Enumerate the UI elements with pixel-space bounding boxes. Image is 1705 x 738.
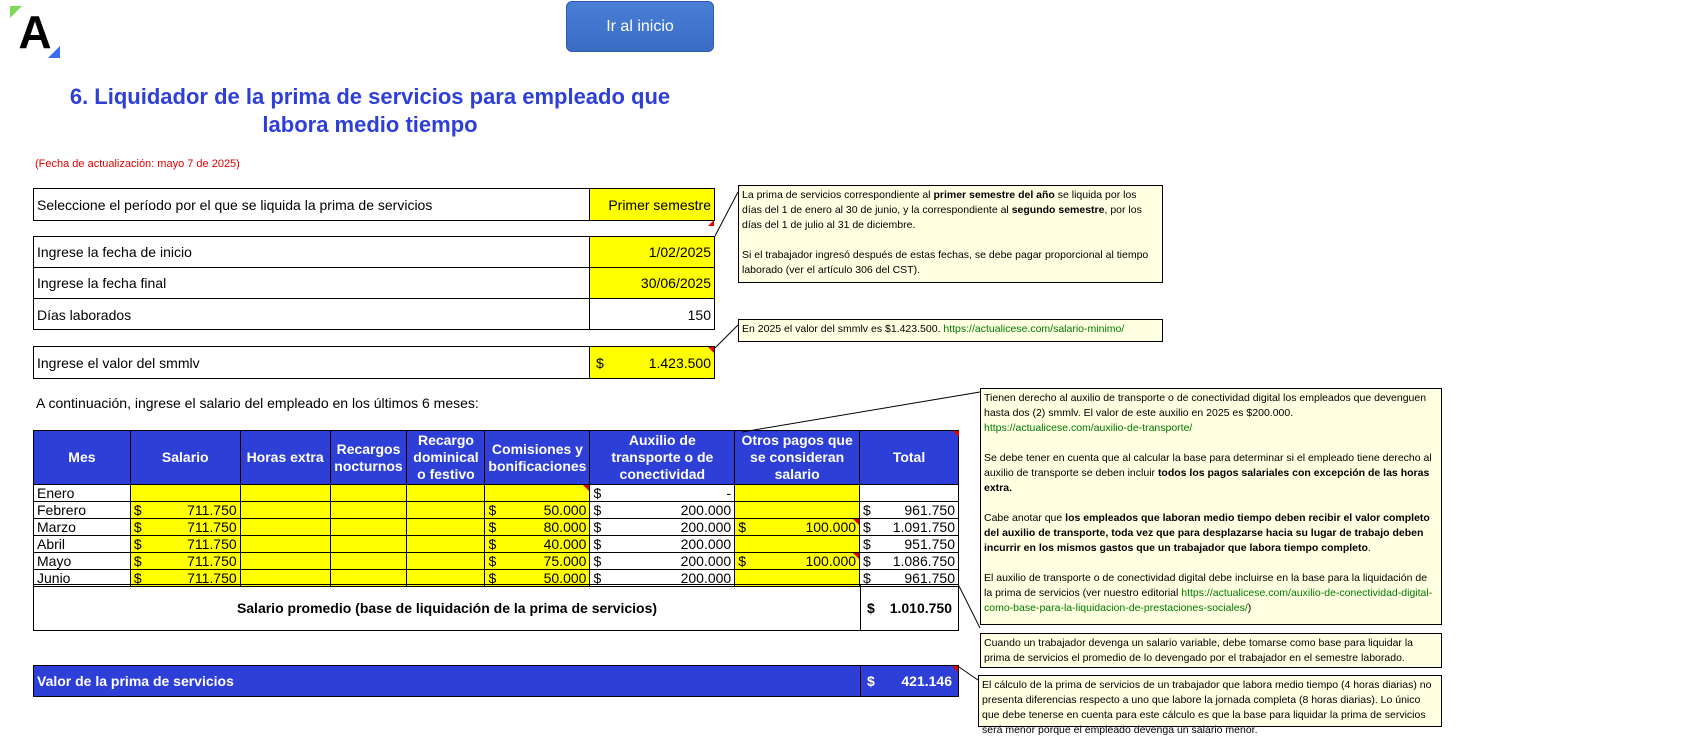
cell-horas[interactable]: [240, 553, 330, 570]
smmlv-value: 1.423.500: [648, 354, 711, 371]
currency-sign: $: [488, 535, 497, 552]
start-date-input[interactable]: 1/02/2025: [590, 237, 714, 267]
connector-line: [715, 192, 738, 236]
cell-amount: 50.000: [543, 569, 587, 586]
currency-sign: $: [133, 552, 142, 569]
end-date-input[interactable]: 30/06/2025: [590, 268, 714, 298]
cell-amount: 711.750: [187, 535, 237, 552]
comment-marker: [853, 553, 859, 559]
cell-noct[interactable]: [330, 553, 407, 570]
salary-table: [33, 430, 959, 587]
cell-noct[interactable]: [330, 536, 407, 553]
period-box: [33, 188, 715, 221]
cell-mes: Junio: [34, 570, 131, 587]
connector-line: [715, 325, 738, 348]
cell-salario[interactable]: [130, 553, 240, 570]
table-row: [34, 485, 959, 502]
prima-result-box: [33, 665, 959, 697]
cell-otros[interactable]: [735, 553, 860, 570]
update-date: (Fecha de actualización: mayo 7 de 2025): [35, 158, 240, 170]
currency-sign: $: [867, 599, 875, 616]
currency-sign: $: [133, 518, 142, 535]
cell-aux: [590, 485, 735, 502]
cell-amount: 200.000: [680, 552, 732, 569]
smmlv-box: [33, 346, 715, 379]
cell-noct[interactable]: [330, 502, 407, 519]
currency-sign: $: [593, 484, 602, 501]
cell-horas[interactable]: [240, 485, 330, 502]
cell-aux: [590, 536, 735, 553]
currency-sign: $: [593, 535, 602, 552]
cell-horas[interactable]: [240, 536, 330, 553]
currency-sign: $: [488, 518, 497, 535]
end-date-label: Ingrese la fecha final: [34, 268, 590, 298]
prima-amount: 421.146: [901, 673, 952, 689]
col-header-auxilio: [590, 431, 735, 485]
col-header-comisiones: Comisiones y bonificaciones: [485, 431, 590, 485]
cell-com[interactable]: [485, 553, 590, 570]
cell-amount: 951.750: [904, 535, 955, 552]
smmlv-link[interactable]: https://actualicese.com/salario-minimo/: [943, 323, 1125, 335]
cell-amount: 100.000: [805, 518, 857, 535]
auxilio-link[interactable]: https://actualicese.com/auxilio-de-transporte/: [984, 422, 1193, 434]
table-header-row: [34, 431, 959, 485]
cell-amount: 40.000: [543, 535, 587, 552]
table-row: [34, 536, 959, 553]
connector-line: [742, 392, 980, 432]
currency-sign: $: [488, 552, 497, 569]
cell-mes: Mayo: [34, 553, 131, 570]
currency-sign: $: [133, 569, 142, 586]
currency-sign: $: [596, 354, 604, 371]
col-header-auxilio-label: Auxilio de transporte o de conectividad: [611, 432, 714, 482]
col-header-total: Total: [860, 431, 959, 485]
table-row: [34, 519, 959, 536]
cell-otros[interactable]: [735, 536, 860, 553]
connector-line: [959, 667, 978, 680]
start-date-label: Ingrese la fecha de inicio: [34, 237, 590, 267]
cell-salario[interactable]: [130, 485, 240, 502]
cell-aux: [590, 519, 735, 536]
cell-amount: 961.750: [904, 569, 955, 586]
cell-salario[interactable]: [130, 536, 240, 553]
cell-com[interactable]: [485, 519, 590, 536]
editorial-link[interactable]: https://actualicese.com/auxilio-de-conectividad-digital-como-base-para-la-liquidacion-de-prestaciones-sociales/: [984, 587, 1433, 614]
logo-letter: A: [18, 6, 52, 58]
col-header-recargo-dominical: Recargo dominical o festivo: [407, 431, 485, 485]
smmlv-input[interactable]: [590, 347, 714, 378]
cell-salario[interactable]: [130, 519, 240, 536]
cell-dom[interactable]: [407, 485, 485, 502]
currency-sign: $: [863, 552, 871, 569]
currency-sign: $: [593, 501, 602, 518]
cell-com[interactable]: [485, 536, 590, 553]
comment-marker: [953, 431, 959, 437]
cell-salario[interactable]: [130, 502, 240, 519]
cell-com[interactable]: [485, 502, 590, 519]
cell-amount: 1.086.750: [892, 552, 955, 569]
cell-dom[interactable]: [407, 519, 485, 536]
currency-sign: $: [863, 518, 871, 535]
currency-sign: $: [738, 552, 747, 569]
cell-amount: 50.000: [543, 501, 587, 518]
actualicese-logo: [10, 6, 60, 58]
comment-marker: [853, 519, 859, 525]
cell-aux: [590, 502, 735, 519]
col-header-otros-pagos: Otros pagos que se consideran salario: [735, 431, 860, 485]
average-salary-box: [33, 584, 959, 631]
comment-period: La prima de servicios correspondiente al primer semestre del año se liquida por los días del 1 de enero al 30 de junio, y la correspondiente al segundo semestre, por los días del 1 de julio al 31 de diciembre. Si el trabajador ingresó después de estas fechas, se debe pagar proporcional al tiempo laborado (ver el artículo 306 del CST).: [738, 185, 1163, 283]
cell-amount: 711.750: [187, 569, 237, 586]
currency-sign: $: [593, 569, 602, 586]
currency-sign: $: [133, 535, 142, 552]
cell-amount: 75.000: [543, 552, 587, 569]
page-title: [40, 83, 700, 139]
cell-amount: 200.000: [680, 569, 732, 586]
connector-line: [959, 586, 980, 628]
cell-amount: 711.750: [187, 501, 237, 518]
cell-total: [860, 502, 959, 519]
col-header-mes: Mes: [34, 431, 131, 485]
currency-sign: $: [738, 518, 747, 535]
comment-marker: [583, 485, 589, 491]
period-label: Seleccione el período por el que se liquida la prima de servicios: [34, 189, 590, 220]
col-header-salario: Salario: [130, 431, 240, 485]
dates-box: [33, 236, 715, 330]
comment-prima: El cálculo de la prima de servicios de un trabajador que labora medio tiempo (4 horas diarias) no presenta diferencias respecto a uno que labore la jornada completa (8 horas diarias). Lo único que debe tenerse en cuenta para este cálculo es que la base para liquidar la prima de servicios será menor porque el empleado devenga un salario menor.: [978, 675, 1442, 727]
cell-amount: 100.000: [805, 552, 857, 569]
table-row: [34, 502, 959, 519]
cell-amount: 200.000: [680, 501, 732, 518]
currency-sign: $: [488, 569, 497, 586]
cell-noct[interactable]: [330, 485, 407, 502]
col-header-recargos-nocturnos: Recargos nocturnos: [330, 431, 407, 485]
prima-label: Valor de la prima de servicios: [34, 666, 861, 696]
cell-mes: Enero: [34, 485, 131, 502]
cell-amount: -: [726, 484, 732, 501]
period-select[interactable]: [590, 189, 714, 220]
salary-instruction: A continuación, ingrese el salario del empleado en los últimos 6 meses:: [36, 395, 479, 411]
cell-dom[interactable]: [407, 536, 485, 553]
average-salary-amount: 1.010.750: [889, 599, 952, 616]
cell-mes: Marzo: [34, 519, 131, 536]
comment-marker: [708, 347, 714, 353]
cell-amount: 711.750: [187, 552, 237, 569]
title-line-2: labora medio tiempo: [262, 112, 478, 137]
days-value: 150: [687, 306, 711, 323]
smmlv-label: Ingrese el valor del smmlv: [34, 347, 590, 378]
cell-horas[interactable]: [240, 519, 330, 536]
cell-horas[interactable]: [240, 502, 330, 519]
currency-sign: $: [488, 501, 497, 518]
home-button[interactable]: Ir al inicio: [566, 1, 714, 52]
currency-sign: $: [863, 501, 871, 518]
currency-sign: $: [863, 535, 871, 552]
currency-sign: $: [593, 552, 602, 569]
cell-amount: 80.000: [543, 518, 587, 535]
cell-noct[interactable]: [330, 519, 407, 536]
cell-total: [860, 485, 959, 502]
currency-sign: $: [593, 518, 602, 535]
cell-mes: Febrero: [34, 502, 131, 519]
cell-dom[interactable]: [407, 502, 485, 519]
cell-total: [860, 553, 959, 570]
title-line-1: 6. Liquidador de la prima de servicios para empleado que: [69, 84, 671, 109]
cell-amount: 200.000: [680, 535, 732, 552]
cell-amount: 711.750: [187, 518, 237, 535]
average-salary-value: [861, 585, 958, 630]
cell-otros[interactable]: [735, 502, 860, 519]
days-label: Días laborados: [34, 299, 590, 330]
cell-amount: 961.750: [904, 501, 955, 518]
average-salary-label: Salario promedio (base de liquidación de la prima de servicios): [34, 585, 861, 630]
cell-total: [860, 519, 959, 536]
cell-otros[interactable]: [735, 519, 860, 536]
col-header-horas-extra: Horas extra: [240, 431, 330, 485]
cell-aux: [590, 553, 735, 570]
prima-value: [861, 666, 958, 696]
comment-average: Cuando un trabajador devenga un salario variable, debe tomarse como base para liquidar la prima de servicios el promedio de lo devengado por el trabajador en el semestre laborado.: [980, 633, 1442, 668]
cell-otros[interactable]: [735, 485, 860, 502]
comment-marker: [708, 220, 714, 226]
cell-amount: 1.091.750: [892, 518, 955, 535]
comment-marker: [952, 666, 958, 672]
cell-total: [860, 536, 959, 553]
comment-auxilio: Tienen derecho al auxilio de transporte o de conectividad digital los empleados que devenguen hasta dos (2) smmlv. El valor de este auxilio en 2025 es $200.000. https://actualicese.com/auxilio-de-transporte/ Se debe tener en cuenta que al calcular la base para determinar si el empleado tiene derecho al auxilio de transporte se deben incluir todos los pagos salariales con excepción de las horas extra. Cabe anotar que los empleados que laboran medio tiempo deben recibir el valor completo del auxilio de transporte, toda vez que para desplazarse hacia su lugar de trabajo deben incurrir en los mismos gastos que un trabajador que labora tiempo completo. El auxilio de transporte o de conectividad digital debe incluirse en la base para la liquidación de la prima de servicios (ver nuestro editorial https://actualicese.com/auxilio-de-conectividad-digital-como-base-para-la-liquidacion-de-prestaciones-sociales/): [980, 388, 1442, 625]
period-value: Primer semestre: [608, 196, 711, 213]
cell-mes: Abril: [34, 536, 131, 553]
currency-sign: $: [867, 673, 875, 689]
currency-sign: $: [863, 569, 871, 586]
comment-smmlv: En 2025 el valor del smmlv es $1.423.500. https://actualicese.com/salario-minimo/: [738, 319, 1163, 342]
cell-amount: 200.000: [680, 518, 732, 535]
table-row: [34, 553, 959, 570]
cell-dom[interactable]: [407, 553, 485, 570]
currency-sign: $: [133, 501, 142, 518]
cell-com[interactable]: [485, 485, 590, 502]
